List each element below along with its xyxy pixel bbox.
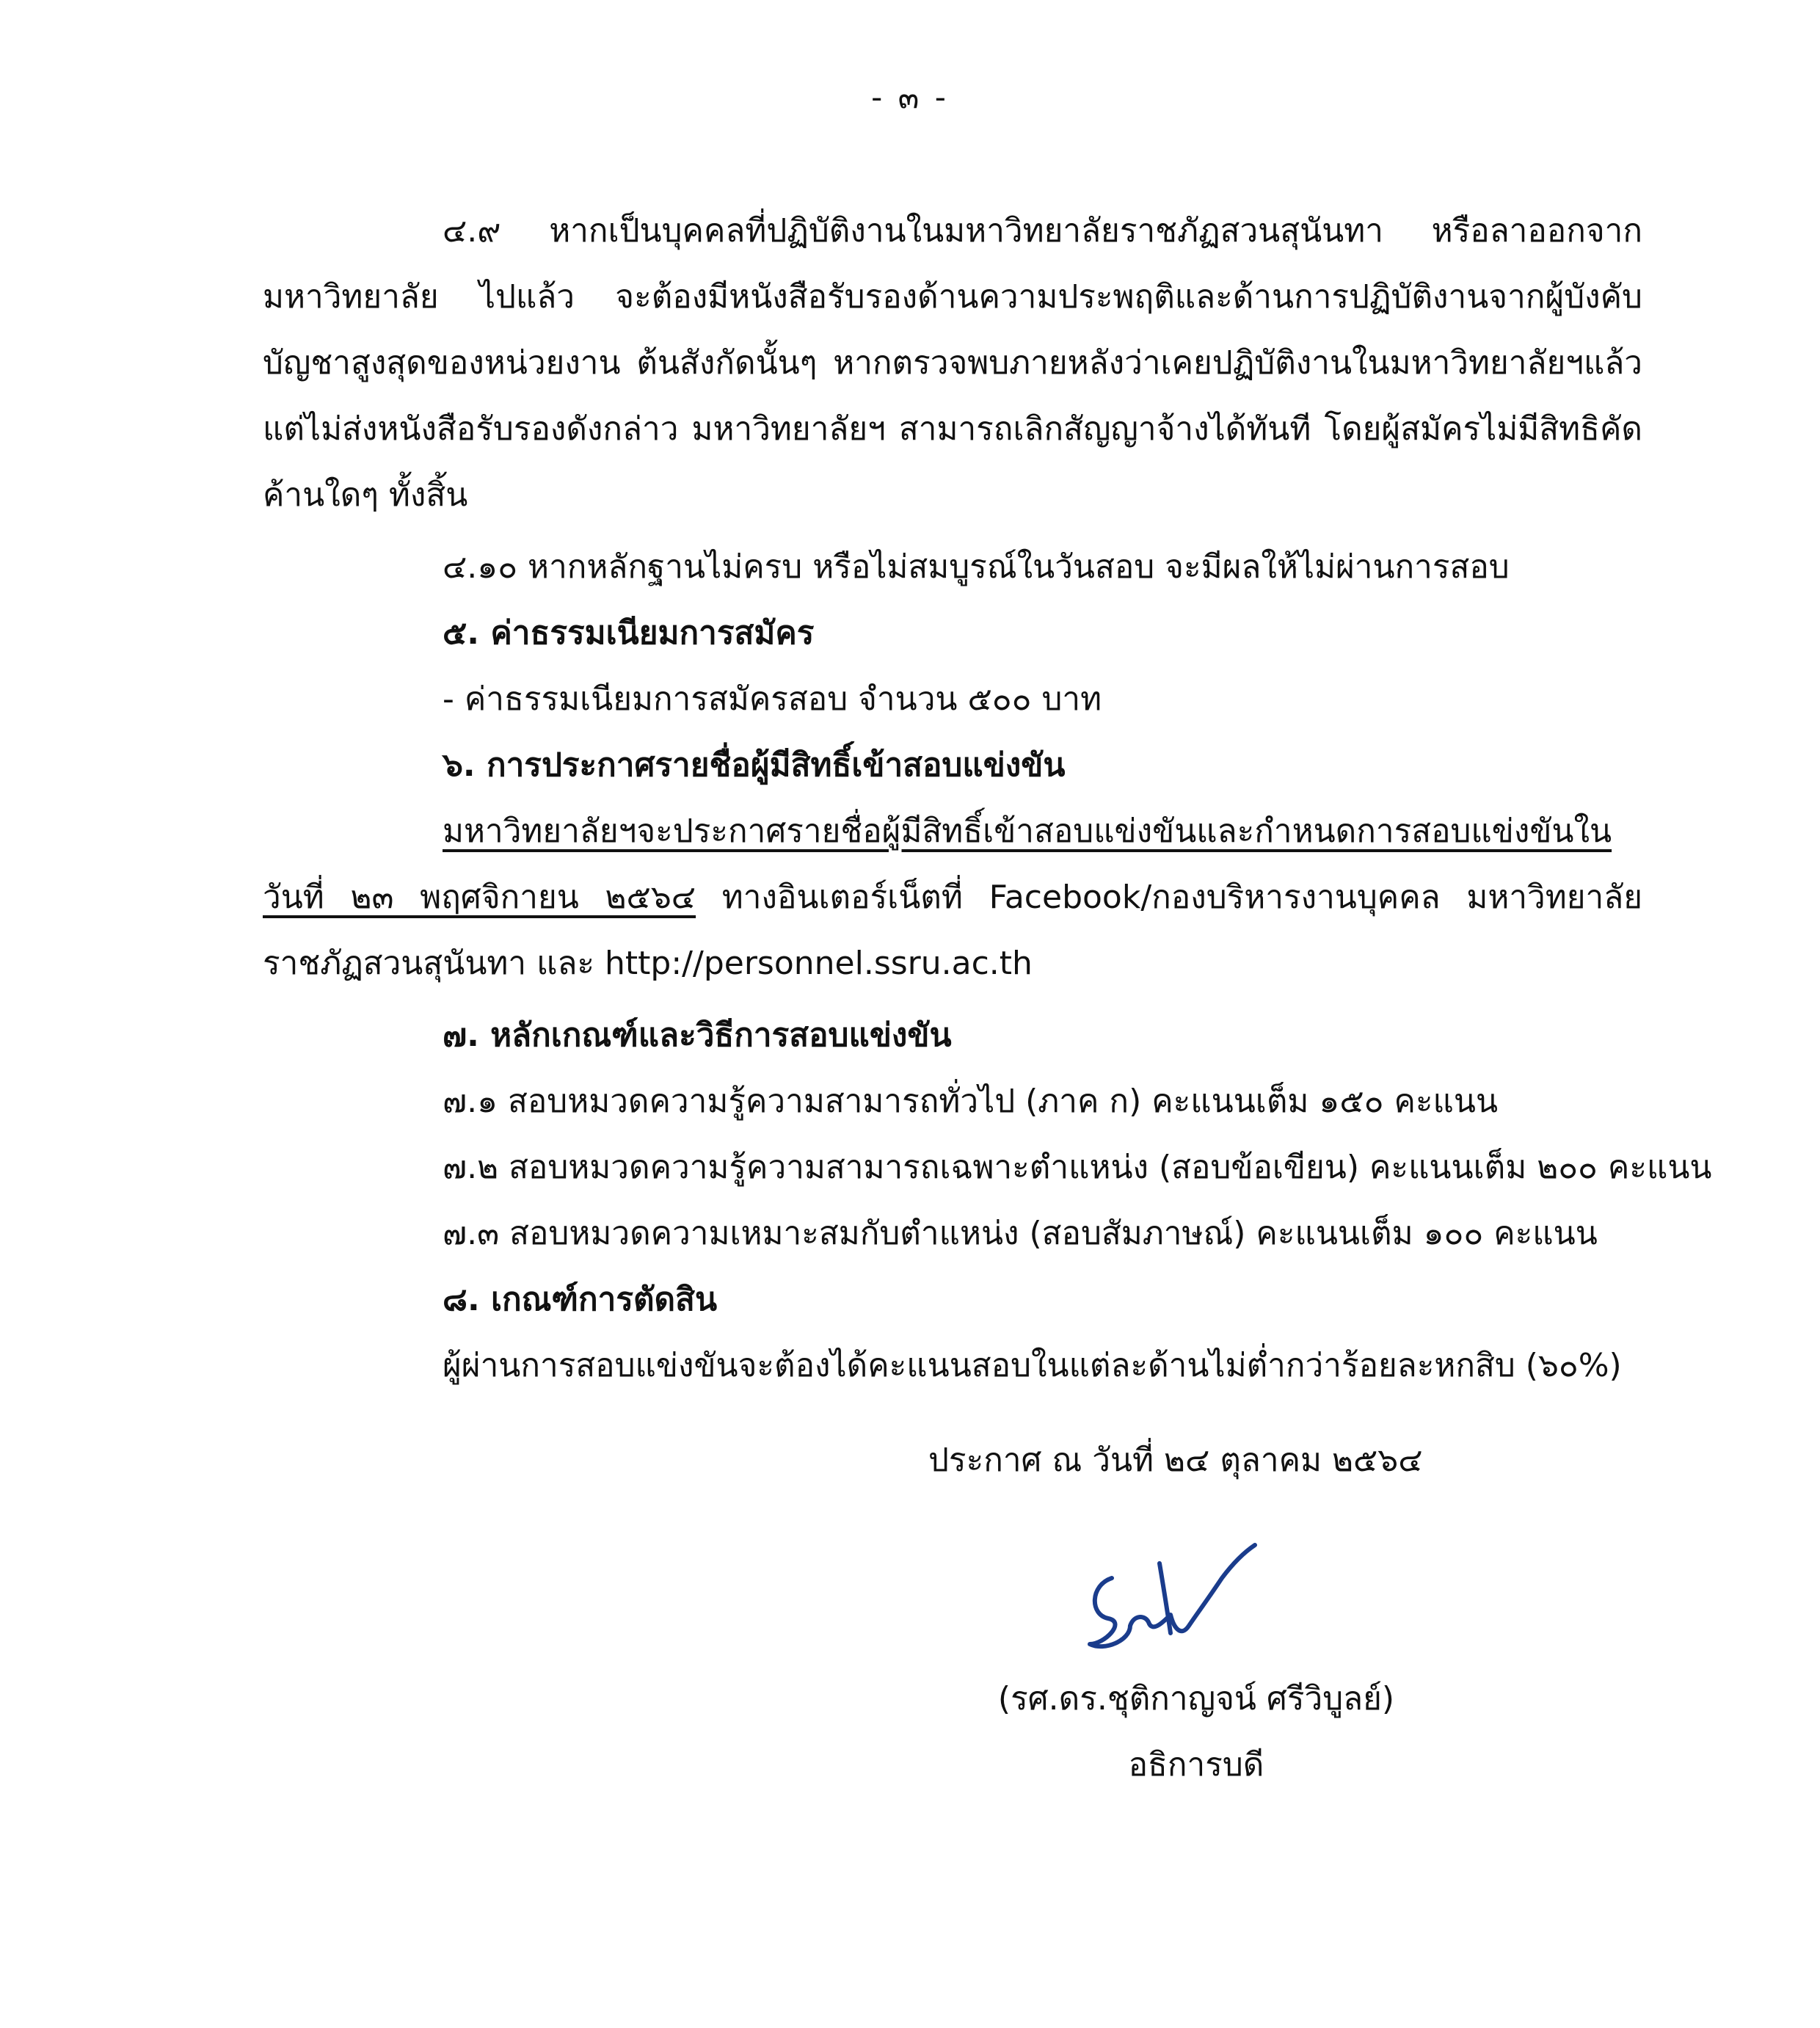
exam-item-7-3: ๗.๓ สอบหมวดความเหมาะสมกับตำแหน่ง (สอบสัมภาษณ์) คะแนนเต็ม ๑๐๐ คะแนน bbox=[443, 1215, 1598, 1252]
section-6-heading: ๖. การประกาศรายชื่อผู้มีสิทธิ์เข้าสอบแข่งขัน bbox=[443, 746, 1066, 784]
passing-criteria: ผู้ผ่านการสอบแข่งขันจะต้องได้คะแนนสอบในแต่ละด้านไม่ต่ำกว่าร้อยละหกสิบ (๖๐%) bbox=[443, 1347, 1622, 1384]
section-6-paragraph bbox=[263, 799, 1642, 997]
announcement-date-underlined: มหาวิทยาลัยฯจะประกาศรายชื่อผู้มีสิทธิ์เข้าสอบแข่งขันและกำหนดการสอบแข่งขันในวันที่ ๒๓ พฤศจิกายน ๒๕๖๔ bbox=[263, 813, 1612, 916]
announcement-date: ประกาศ ณ วันที่ ๒๔ ตุลาคม ๒๕๖๔ bbox=[928, 1442, 1423, 1479]
item-4-10: ๔.๑๐ หากหลักฐานไม่ครบ หรือไม่สมบูรณ์ในวันสอบ จะมีผลให้ไม่ผ่านการสอบ bbox=[443, 548, 1510, 586]
signature-image bbox=[1060, 1534, 1281, 1666]
signer-title: อธิการบดี bbox=[1128, 1746, 1264, 1784]
exam-item-7-1: ๗.๑ สอบหมวดความรู้ความสามารถทั่วไป (ภาค ก) คะแนนเต็ม ๑๕๐ คะแนน bbox=[443, 1083, 1499, 1120]
document-body bbox=[263, 198, 1712, 1399]
section-8-heading: ๘. เกณฑ์การตัดสิน bbox=[443, 1281, 718, 1318]
section-5-heading: ๕. ค่าธรรมเนียมการสมัคร bbox=[443, 614, 815, 652]
exam-item-7-2: ๗.๒ สอบหมวดความรู้ความสามารถเฉพาะตำแหน่ง (สอบข้อเขียน) คะแนนเต็ม ๒๐๐ คะแนน bbox=[443, 1149, 1712, 1186]
signer-name: (รศ.ดร.ชุติกาญจน์ ศรีวิบูลย์) bbox=[997, 1680, 1395, 1718]
section-7-heading: ๗. หลักเกณฑ์และวิธีการสอบแข่งขัน bbox=[443, 1017, 952, 1054]
item-4-9: ๔.๙ หากเป็นบุคคลที่ปฏิบัติงานในมหาวิทยาลัยราชภัฏสวนสุนันทา หรือลาออกจากมหาวิทยาลัย ไปแล้ว จะต้องมีหนังสือรับรองด้านความประพฤติและด้านการปฏิบัติงานจากผู้บังคับบัญชาสูงสุดของหน่วยงาน ต้นสังกัดนั้นๆ หากตรวจพบภายหลังว่าเคยปฏิบัติงานในมหาวิทยาลัยฯแล้ว แต่ไม่ส่งหนังสือรับรองดังกล่าว มหาวิทยาลัยฯ สามารถเลิกสัญญาจ้างได้ทันที โดยผู้สมัครไม่มีสิทธิคัดค้านใดๆ ทั้งสิ้น bbox=[263, 212, 1642, 514]
application-fee-line: - ค่าธรรมเนียมการสมัครสอบ จำนวน ๕๐๐ บาท bbox=[443, 680, 1102, 718]
page-number: - ๓ - bbox=[871, 79, 949, 115]
announcement-channels: ทางอินเตอร์เน็ตที่ Facebook/กองบริหารงานบุคคล มหาวิทยาลัยราชภัฏสวนสุนันทา และ http://personnel.ssru.ac.th bbox=[263, 879, 1642, 982]
